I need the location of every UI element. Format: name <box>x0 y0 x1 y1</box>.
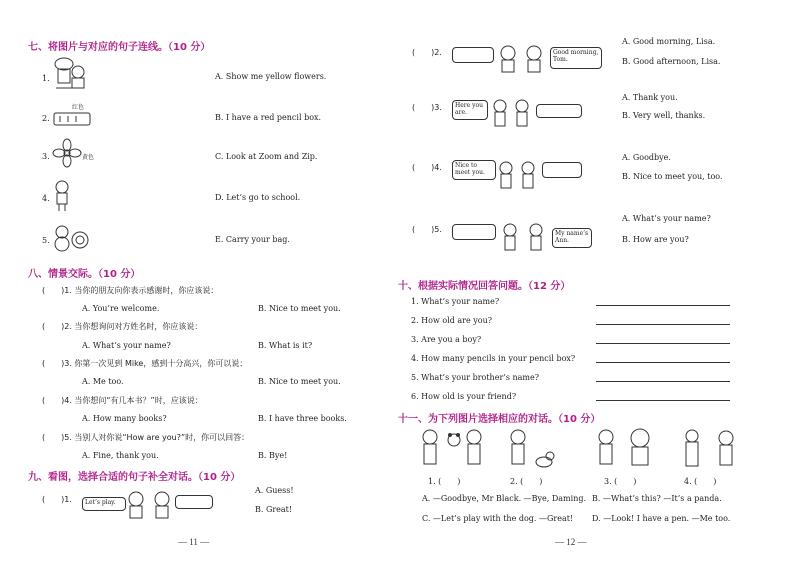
option-a: A. Show me yellow flowers. <box>215 72 327 81</box>
empty-bubble <box>175 495 213 509</box>
option-e: E. Carry your bag. <box>215 235 290 244</box>
q8-option-b: B. Nice to meet you. <box>258 304 341 313</box>
q8-option-a: A. You’re welcome. <box>82 304 160 313</box>
empty-bubble <box>452 224 496 240</box>
teacher-kid-picture <box>680 428 742 472</box>
empty-bubble <box>542 162 582 178</box>
dialogue-option-c: C. —Let’s play with the dog. —Great! <box>422 514 574 523</box>
item-label: ( )2. <box>412 48 442 57</box>
section-8-title: 八、情景交际。（10 分） <box>28 269 141 280</box>
item-label: ( )5. <box>412 225 442 234</box>
empty-bubble <box>452 47 494 63</box>
q8-option-a: A. How many books? <box>82 414 167 423</box>
blank[interactable]: 4. ( ) <box>684 477 717 486</box>
speech-bubble: Good morning, Tom. <box>550 47 602 69</box>
q8-option-b: B. I have three books. <box>258 414 347 423</box>
page-number-11: — 11 — <box>178 537 210 547</box>
red-caption: 红色 <box>72 104 85 111</box>
kids-dog-picture <box>504 428 560 472</box>
option-a: A. Good morning, Lisa. <box>622 37 716 46</box>
option-a: A. What’s your name? <box>622 214 711 223</box>
item-label: ( )4. <box>412 163 442 172</box>
item-label: ( )1. <box>42 495 72 504</box>
bear-bag-picture <box>52 224 94 252</box>
flower-picture <box>52 138 82 168</box>
kids-picture <box>496 160 540 196</box>
kids-picture <box>496 44 548 80</box>
answer-line[interactable] <box>596 362 730 363</box>
blank[interactable]: 1. ( ) <box>428 477 461 486</box>
pic-number: 4. <box>42 194 50 203</box>
question: 3. Are you a boy? <box>411 335 482 344</box>
section-11-title: 十一、为下列图片选择相应的对话。（10 分） <box>398 414 601 425</box>
q8-option-a: A. Me too. <box>82 377 124 386</box>
empty-bubble <box>536 104 582 118</box>
blank[interactable]: 2. ( ) <box>510 477 543 486</box>
dialogue-option-b: B. —What’s this? —It’s a panda. <box>592 494 722 503</box>
yellow-caption: 黄色 <box>82 154 95 161</box>
question: 1. What’s your name? <box>411 297 500 306</box>
option-b: B. Nice to meet you, too. <box>622 172 723 181</box>
dialogue-option-d: D. —Look! I have a pen. —Me too. <box>592 514 731 523</box>
pic-number: 1. <box>42 74 50 83</box>
pencil-box-picture <box>52 110 92 128</box>
q8-option-b: B. What is it? <box>258 341 313 350</box>
blank[interactable]: 3. ( ) <box>604 477 637 486</box>
option-b: B. How are you? <box>622 235 689 244</box>
option-b: B. Good afternoon, Lisa. <box>622 57 721 66</box>
option-b: B. Very well, thanks. <box>622 111 706 120</box>
option-a: A. Goodbye. <box>622 153 671 162</box>
item-label: ( )3. <box>412 103 442 112</box>
speech-bubble: My name’s Ann. <box>552 228 592 248</box>
kids-picture <box>498 222 550 258</box>
q8-stem: ( )1. 当你的朋友向你表示感谢时，你应该说： <box>42 286 219 295</box>
speech-bubble: Nice to meet you. <box>452 160 496 180</box>
section-7-title: 七、将图片与对应的句子连线。（10 分） <box>28 42 211 53</box>
q8-stem: ( )3. 你第一次见到 Mike，感到十分高兴，你可以说： <box>42 359 248 368</box>
kids-pen-picture <box>594 428 660 472</box>
option-a: A. Thank you. <box>622 93 678 102</box>
q8-stem: ( )5. 当别人对你说“How are you?”时，你可以回答： <box>42 433 250 442</box>
section-9-title: 九、看图，选择合适的句子补全对话。（10 分） <box>28 472 241 483</box>
answer-line[interactable] <box>596 305 730 306</box>
answer-line[interactable] <box>596 400 730 401</box>
speech-bubble: Let’s play. <box>82 497 126 511</box>
page-number-12: — 12 — <box>555 537 587 547</box>
q8-option-a: A. Fine, thank you. <box>82 451 159 460</box>
q8-option-a: A. What’s your name? <box>82 341 171 350</box>
question: 6. How old is your friend? <box>411 392 517 401</box>
q8-option-b: B. Bye! <box>258 451 288 460</box>
pic-number: 5. <box>42 236 50 245</box>
speech-bubble: Here you are. <box>452 100 488 120</box>
q8-option-b: B. Nice to meet you. <box>258 377 341 386</box>
kids-picture <box>490 98 534 134</box>
kids-panda-picture <box>418 428 484 472</box>
q8-stem: ( )2. 当你想询问对方姓名时，你应该说： <box>42 322 203 331</box>
option-c: C. Look at Zoom and Zip. <box>215 152 318 161</box>
answer-line[interactable] <box>596 381 730 382</box>
dialogue-option-a: A. —Goodbye, Mr Black. —Bye, Daming. <box>422 494 587 503</box>
answer-line[interactable] <box>596 324 730 325</box>
option-b: B. I have a red pencil box. <box>215 113 322 122</box>
question: 5. What’s your brother’s name? <box>411 373 539 382</box>
q8-stem: ( )4. 当你想问“有几本书？”时，应该说： <box>42 396 203 405</box>
question: 4. How many pencils in your pencil box? <box>411 354 576 363</box>
pic-number: 2. <box>42 114 50 123</box>
pic-number: 3. <box>42 152 50 161</box>
section-10-title: 十、根据实际情况回答问题。（12 分） <box>398 281 571 292</box>
answer-line[interactable] <box>596 343 730 344</box>
kids-picture <box>126 490 176 526</box>
zoom-zip-picture <box>52 56 86 92</box>
option-a: A. Guess! <box>255 486 294 495</box>
option-b: B. Great! <box>255 505 293 514</box>
question: 2. How old are you? <box>411 316 493 325</box>
schoolboy-picture <box>54 180 70 212</box>
option-d: D. Let’s go to school. <box>215 193 301 202</box>
